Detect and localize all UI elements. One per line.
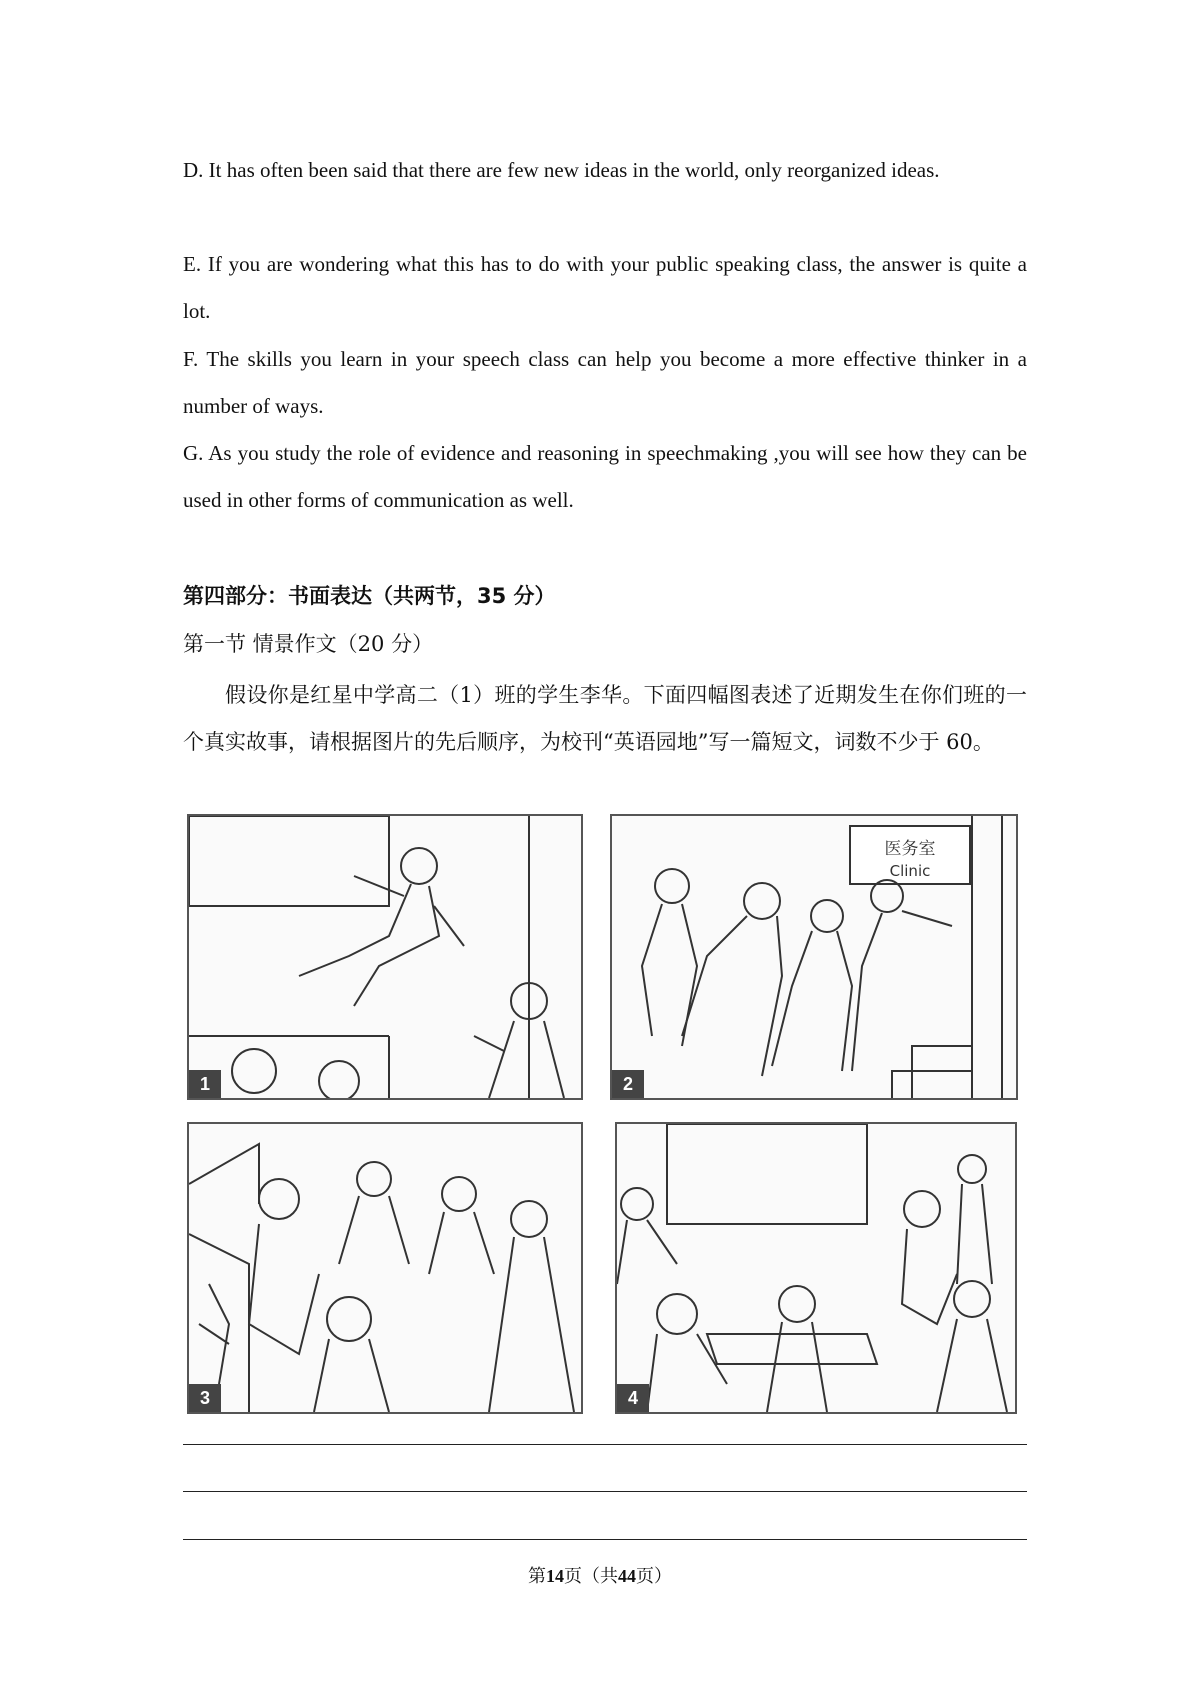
option-d: D. It has often been said that there are few new ideas in the world, only reorganized ideas. bbox=[183, 158, 940, 182]
clinic-sign-en: Clinic bbox=[889, 862, 931, 880]
footer-page-number: 14 bbox=[546, 1566, 564, 1586]
answer-line-1[interactable] bbox=[183, 1444, 1027, 1445]
panel-4-illustration bbox=[617, 1124, 1015, 1412]
answer-line-3[interactable] bbox=[183, 1539, 1027, 1540]
answer-line-2[interactable] bbox=[183, 1491, 1027, 1492]
footer-prefix: 第 bbox=[528, 1566, 546, 1587]
panel-1-number: 1 bbox=[189, 1070, 221, 1098]
subsection-title: 第一节 情景作文（20 分） bbox=[183, 632, 434, 656]
footer-suffix: 页） bbox=[636, 1566, 672, 1587]
page-footer bbox=[0, 1562, 1200, 1588]
option-g: G. As you study the role of evidence and reasoning in speechmaking ,you will see how they can be used in other forms of communication as well. bbox=[183, 441, 1027, 512]
panel-1-illustration bbox=[189, 816, 581, 1098]
clinic-sign-cn: 医务室 bbox=[884, 839, 936, 859]
picture-panel-4 bbox=[615, 1122, 1017, 1414]
option-f: F. The skills you learn in your speech class can help you become a more effective thinker in a number of ways. bbox=[183, 347, 1027, 418]
option-e: E. If you are wondering what this has to do with your public speaking class, the answer is quite a lot. bbox=[183, 252, 1027, 323]
panel-4-number: 4 bbox=[617, 1384, 649, 1412]
footer-middle: 页（共 bbox=[564, 1566, 618, 1587]
panel-2-number: 2 bbox=[612, 1070, 644, 1098]
writing-instruction: 假设你是红星中学高二（1）班的学生李华。下面四幅图表述了近期发生在你们班的一个真实故事，请根据图片的先后顺序，为校刊“英语园地”写一篇短文，词数不少于 60。 bbox=[183, 683, 1027, 754]
panel-3-illustration bbox=[189, 1124, 581, 1412]
picture-panel-1 bbox=[187, 814, 583, 1100]
section-title: 第四部分：书面表达（共两节，35 分） bbox=[183, 584, 556, 608]
panel-2-illustration bbox=[612, 816, 1016, 1098]
picture-panel-3 bbox=[187, 1122, 583, 1414]
footer-total-pages: 44 bbox=[618, 1566, 636, 1586]
picture-panel-2 bbox=[610, 814, 1018, 1100]
panel-3-number: 3 bbox=[189, 1384, 221, 1412]
